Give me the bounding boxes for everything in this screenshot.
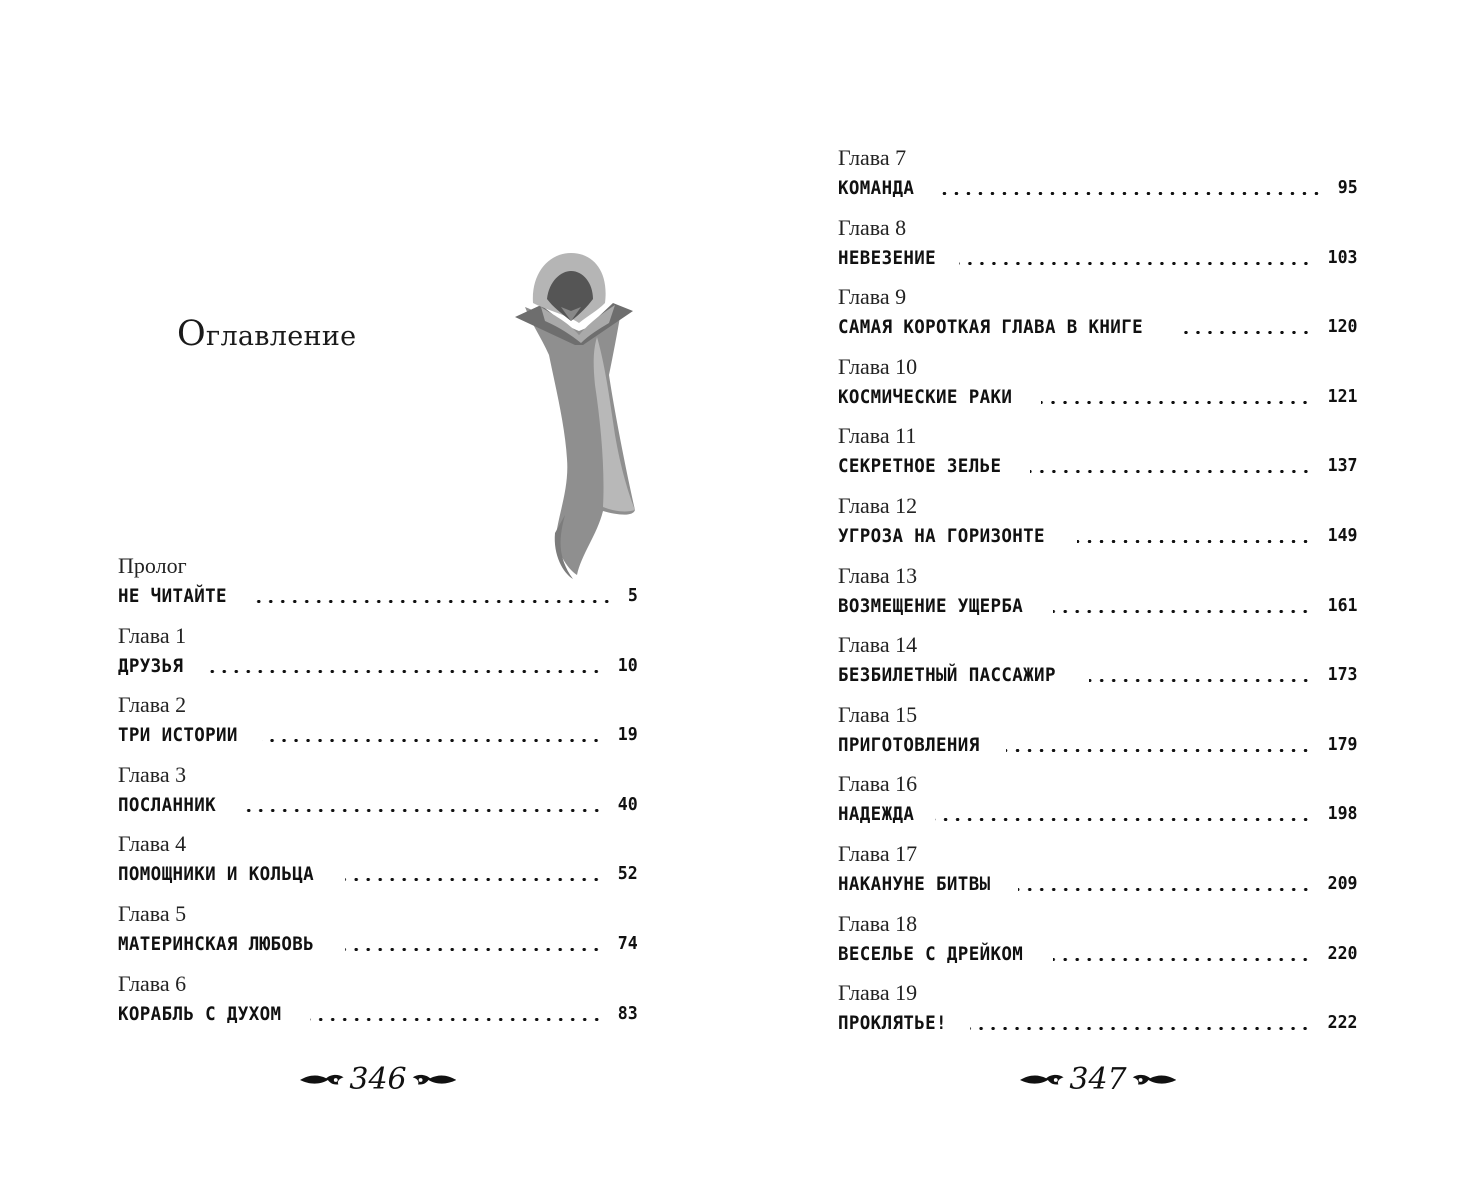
entry-line [838,523,1358,549]
dot-leader [250,600,613,603]
toc-entry[interactable] [838,562,1358,632]
chapter-label: Глава 4 [118,831,187,857]
chapter-title: КОМАНДА [838,177,915,199]
chapter-title: ПОСЛАННИК [118,793,217,816]
entry-line [118,792,638,818]
page-number: 103 [1328,246,1358,268]
dot-leader [1006,749,1312,752]
flourish-left-ornament [300,1070,345,1090]
page-number: 173 [1328,664,1358,686]
chapter-label: Глава 15 [838,701,918,727]
chapter-label: Пролог [118,553,187,578]
chapter-label: Глава 17 [838,840,918,866]
entry-line [118,583,638,609]
chapter-label: Глава 13 [838,562,918,588]
entry-line [838,732,1358,758]
chapter-title: ВЕСЕЛЬЕ С ДРЕЙКОМ [838,942,1024,965]
toc-entry[interactable] [118,830,638,900]
page-number: 19 [618,724,638,746]
toc-entry[interactable] [838,910,1358,980]
entry-line [838,871,1358,897]
dot-leader [935,818,1312,821]
page-number: 120 [1328,316,1358,338]
entry-line [838,662,1358,688]
dot-leader [1077,540,1312,543]
chapter-label: Глава 14 [838,632,918,658]
chapter-title: ТРИ ИСТОРИИ [118,724,238,747]
chapter-label: Глава 9 [838,284,907,310]
chapter-title: МАТЕРИНСКАЯ ЛЮБОВЬ [118,932,315,955]
right-page [738,0,1477,1182]
toc-entry[interactable] [838,353,1358,423]
dot-leader [935,192,1322,195]
page-number: 161 [1328,594,1358,616]
chapter-label: Глава 10 [838,353,918,379]
entry-line [838,384,1358,410]
toc-entry[interactable] [838,979,1358,1049]
chapter-title: САМАЯ КОРОТКАЯ ГЛАВА В КНИГЕ [838,316,1143,339]
page-number: 74 [618,932,638,954]
chapter-label: Глава 1 [118,622,187,648]
chapter-title: НЕВЕЗЕНИЕ [838,246,937,269]
toc-left-list [118,552,638,1039]
page-number: 179 [1328,733,1358,755]
dot-leader [959,262,1312,265]
toc-entry[interactable] [118,970,638,1040]
page-title [177,314,356,354]
dot-leader [970,1027,1311,1030]
chapter-label: Глава 6 [118,970,187,996]
toc-entry[interactable] [838,631,1358,701]
dot-leader [1053,958,1311,961]
toc-entry[interactable] [118,761,638,831]
chapter-title: ДРУЗЬЯ [118,654,184,677]
page-number: 149 [1328,524,1358,546]
entry-line [838,1010,1358,1036]
chapter-title: ПРИГОТОВЛЕНИЯ [838,733,980,756]
chapter-title: БЕЗБИЛЕТНЫЙ ПАССАЖИР [838,664,1056,687]
page-number: 52 [618,863,638,885]
chapter-label: Глава 18 [838,910,918,936]
page-folio [1020,1062,1176,1098]
dot-leader [1041,401,1311,404]
page-number: 222 [1328,1012,1358,1034]
dot-leader [1184,331,1312,334]
dot-leader [310,1018,603,1021]
entry-line [838,453,1358,479]
chapter-title: КОСМИЧЕСКИЕ РАКИ [838,385,1013,408]
flourish-left-ornament [1020,1070,1065,1090]
dot-leader [203,670,602,673]
chapter-label: Глава 11 [838,423,917,449]
toc-entry[interactable] [838,701,1358,771]
page-number: 5 [628,585,638,606]
page-number: 137 [1328,455,1358,477]
chapter-label: Глава 12 [838,492,918,518]
folio-number: 347 [1069,1062,1127,1097]
page-number: 95 [1338,177,1358,198]
chapter-title: ВОЗМЕЩЕНИЕ УЩЕРБА [838,594,1024,617]
toc-entry[interactable] [838,770,1358,840]
page-number: 121 [1328,385,1358,407]
entry-line [118,722,638,748]
folio-number: 346 [349,1062,407,1097]
entry-line [838,245,1358,271]
page-title-rest: главление [206,321,357,352]
dot-leader [1053,610,1311,613]
chapter-title: СЕКРЕТНОЕ ЗЕЛЬЕ [838,455,1002,478]
page-number: 209 [1328,872,1358,894]
entry-line [838,801,1358,827]
entry-line [838,593,1358,619]
toc-entry[interactable] [838,422,1358,492]
toc-entry[interactable] [118,552,638,622]
chapter-title: НАДЕЖДА [838,803,915,826]
entry-line [118,861,638,887]
dot-leader [1018,888,1312,891]
page-number: 83 [618,1002,638,1024]
page-number: 220 [1328,942,1358,964]
toc-entry[interactable] [838,283,1358,353]
page-number: 198 [1328,803,1358,825]
chapter-label: Глава 2 [118,692,187,718]
hooded-cloak-figure-illustration [505,245,645,585]
toc-entry[interactable] [838,214,1358,284]
chapter-title: НАКАНУНЕ БИТВЫ [838,872,991,895]
entry-line [118,931,638,957]
flourish-right-ornament [1131,1070,1176,1090]
chapter-title: ПОМОЩНИКИ И КОЛЬЦА [118,863,315,886]
entry-line [118,1001,638,1027]
dot-leader [1089,679,1312,682]
dot-leader [239,809,603,812]
entry-line [118,653,638,679]
toc-entry[interactable] [838,492,1358,562]
chapter-label: Глава 19 [838,980,918,1006]
toc-entry[interactable] [118,691,638,761]
chapter-title: ПРОКЛЯТЬЕ! [838,1012,947,1035]
dot-leader [262,739,602,742]
chapter-title: КОРАБЛЬ С ДУХОМ [118,1002,282,1025]
toc-entry[interactable] [838,144,1358,214]
chapter-label: Глава 8 [838,214,907,240]
left-page [0,0,738,1182]
chapter-label: Глава 7 [838,145,907,170]
toc-right-list [838,144,1358,1049]
dot-leader [345,948,602,951]
chapter-label: Глава 16 [838,771,918,797]
chapter-title: УГРОЗА НА ГОРИЗОНТЕ [838,524,1045,547]
toc-entry[interactable] [118,900,638,970]
chapter-title: НЕ ЧИТАЙТЕ [118,585,227,607]
flourish-right-ornament [411,1070,456,1090]
dot-leader [345,878,602,881]
page-number: 10 [618,654,638,676]
toc-entry[interactable] [118,622,638,692]
toc-entry[interactable] [838,840,1358,910]
chapter-label: Глава 3 [118,761,187,787]
page-number: 40 [618,793,638,815]
chapter-label: Глава 5 [118,900,187,926]
entry-line [838,941,1358,967]
entry-line [838,175,1358,201]
entry-line [838,314,1358,340]
dot-leader [1030,470,1312,473]
page-folio [300,1062,456,1098]
page-title-initial: О [177,314,206,354]
